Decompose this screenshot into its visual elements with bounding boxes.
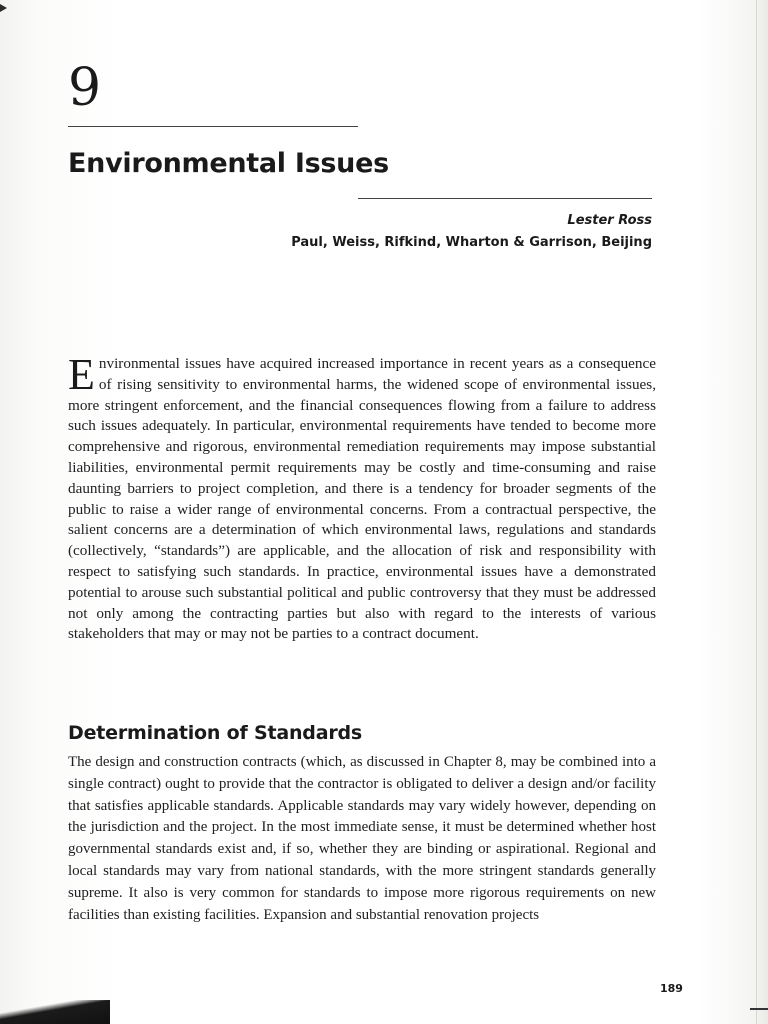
bottom-right-mark <box>750 1008 768 1010</box>
intro-text: nvironmental issues have acquired increased importance in recent years as a consequence of rising sensitivity to environmental harms, the widened scope of environmental issues, more stringent enforcement, and the financial consequences flowing from a failure to address such issues adequately. In particular, environmental requirements have tended to become more comprehensive and rigorous, environmental remediation requirements may impose substantial liabilities, environmental permit requirements may be costly and time-consuming and raise daunting barriers to project completion, and there is a tendency for broader segments of the public to raise a wider range of environmental concerns. From a contractual perspective, the salient concerns are a determination of which environmental laws, regulations and standards (collectively, “standards”) are applicable, and the allocation of risk and responsibility with respect to satisfying such standards. In practice, environmental issues have a demonstrated potential to arouse such substantial political and public controversy that they must be addressed not only among the contracting parties but also with regard to the interests of various stakeholders that may or may not be parties to a contract document. <box>68 355 656 643</box>
section-heading: Determination of Standards <box>68 722 362 744</box>
chapter-number: 9 <box>68 58 102 118</box>
intro-paragraph <box>68 350 656 645</box>
author-block <box>291 210 652 254</box>
chapter-rule-top <box>68 126 358 127</box>
chapter-rule-bottom <box>358 198 652 199</box>
chapter-title: Environmental Issues <box>68 148 389 179</box>
bottom-left-shadow <box>0 1000 110 1024</box>
section-paragraph: The design and construction contracts (which, as discussed in Chapter 8, may be combined into a single contract) ought to provide that the contractor is obligated to deliver a design and/or facility that satisfies applicable standards. Applicable standards may vary widely however, depending on the jurisdiction and the project. In the most immediate sense, it must be determined whether host governmental standards exist and, if so, whether they are binding or aspirational. Regional and local standards may vary from national standards, with the more stringent standards generally supreme. It also is very common for standards to impose more rigorous requirements on new facilities than existing facilities. Expansion and substantial renovation projects <box>68 754 656 923</box>
page-number: 189 <box>660 982 683 995</box>
drop-cap: E <box>68 350 95 399</box>
corner-arrow-icon <box>0 4 7 12</box>
author-affiliation: Paul, Weiss, Rifkind, Wharton & Garrison, Beijing <box>291 235 652 250</box>
author-name: Lester Ross <box>567 213 652 228</box>
page-edge <box>756 0 757 1024</box>
